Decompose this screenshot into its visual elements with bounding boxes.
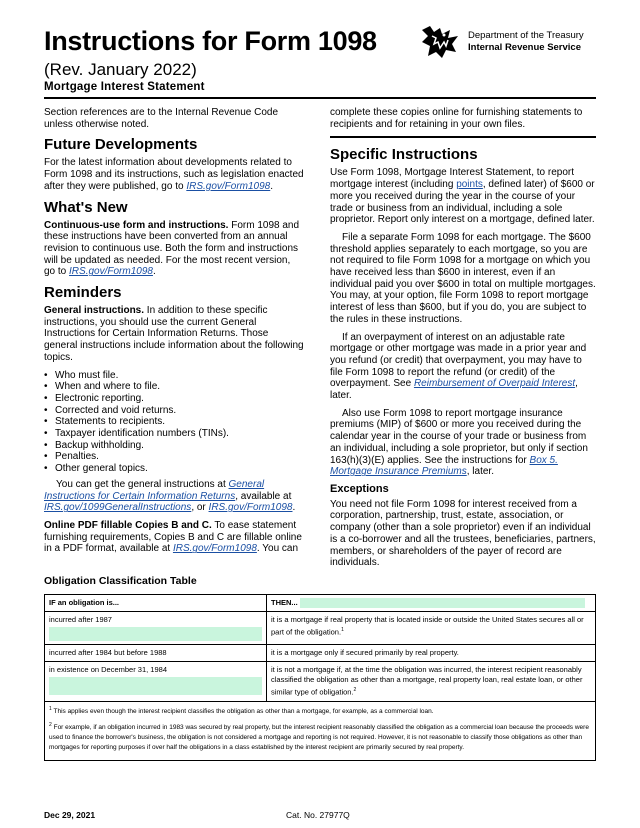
list-item: • Who must file. <box>44 370 304 382</box>
pdf-fillable-text: Online PDF fillable Copies B and C. To ease statement furnishing requirements, Copies B and C are fillable online in a PDF format, available at IRS.gov/Form1098. You can <box>44 519 302 555</box>
irs-eagle-logo-icon <box>420 24 462 60</box>
topics-list <box>44 370 304 475</box>
pdf-form-link[interactable]: IRS.gov/Form1098 <box>172 543 257 555</box>
document-title: Instructions for Form 1098 <box>44 26 377 56</box>
future-developments-text: For the latest information about developments related to Form 1098 and its instructions, such as legislation enacted after they were published, go to IRS.gov/Form1098. <box>44 157 304 192</box>
row-then-cell: it is a mortgage only if secured primarily by real property. <box>271 648 459 658</box>
points-link[interactable]: points <box>456 179 483 191</box>
continued-text: complete these copies online for furnishing statements to recipients and for retaining in your own files. <box>330 107 583 130</box>
table-header-row <box>45 595 595 612</box>
row-if-cell: incurred after 1987 <box>45 612 267 644</box>
agency-block <box>420 24 584 60</box>
future-link[interactable]: IRS.gov/Form1098 <box>186 180 271 192</box>
list-item: • Backup withholding. <box>44 440 304 452</box>
form-field-highlight[interactable] <box>49 677 262 695</box>
whats-new-heading: What's New <box>44 198 128 216</box>
exceptions-text: You need not file Form 1098 for interest received from a corporation, partnership, trust, estate, association, or company (other than a sole proprietor) even if an individual is a co-borrower and all the trustees, beneficiaries, partners, members, or shareholders of the payer of record are individuals. <box>330 498 596 569</box>
list-item: • Corrected and void returns. <box>44 405 304 417</box>
list-item: • Statements to recipients. <box>44 416 304 428</box>
general-instructions-url-link[interactable]: IRS.gov/1099GeneralInstructions <box>44 502 192 514</box>
table-row <box>45 612 595 645</box>
general-instructions-text: General instructions. In addition to these specific instructions, you should use the current General Instructions for Certain Information Returns. Those general instructions include information about the following topics. <box>44 305 304 363</box>
footer-catalog-number: Cat. No. 27977Q <box>286 810 350 820</box>
row-if-cell: incurred after 1984 but before 1988 <box>45 645 267 661</box>
box5-link[interactable]: Box 5. Mortgage Insurance Premiums <box>330 454 558 478</box>
header-then-cell: THEN... <box>267 595 595 611</box>
whats-new-text: Continuous-use form and instructions. Form 1098 and these instructions have been converted from an annual revision to continuous use. Both the form and instructions will be updated as needed. For the most recent version, go to IRS.gov/Form1098. <box>44 219 300 278</box>
header-rule <box>44 97 596 99</box>
list-item: • Other general topics. <box>44 463 304 475</box>
form-field-highlight[interactable] <box>49 627 262 641</box>
whats-new-link[interactable]: IRS.gov/Form1098 <box>69 266 153 278</box>
row-then-cell: it is a mortgage if real property that is located inside or outside the United States secures all or part of the obligation.$^1$ <box>271 615 584 637</box>
list-item: • Taxpayer identification numbers (TINs). <box>44 428 304 440</box>
list-item: • Penalties. <box>44 451 304 463</box>
reminders-heading: Reminders <box>44 284 122 302</box>
form1098-link[interactable]: IRS.gov/Form1098 <box>208 502 293 514</box>
table-footnotes <box>45 702 595 760</box>
header-if-cell: IF an obligation is... <box>45 595 267 611</box>
specific-instructions-heading: Specific Instructions <box>330 146 478 164</box>
agency-irs: Internal Revenue Service <box>468 42 581 53</box>
row-if-cell: in existence on December 31, 1984 <box>45 662 267 701</box>
revision-date: (Rev. January 2022) <box>44 60 197 79</box>
table-title: Obligation Classification Table <box>44 575 197 587</box>
list-item: • Electronic reporting. <box>44 393 304 405</box>
right-column <box>330 107 596 575</box>
footnote-1: $^1$ This applies even though the interest recipient classifies the obligation as other than a mortgage, for example, as a commercial loan. <box>49 705 434 715</box>
specific-paragraph-2: File a separate Form 1098 for each mortgage. The $600 threshold applies separately to each mortgage, so you are not required to file Form 1098 for a mortgage on which you have received less than $600 in interest, even if an individual paid you over $600 in total on multiple mortgages. You may, at your option, file Form 1098 to report mortgage interest of less than $600, but if you do, you are subject to the rules in these instructions. <box>330 231 596 325</box>
document-subtitle: Mortgage Interest Statement <box>44 81 205 93</box>
agency-department: Department of the Treasury <box>468 30 584 41</box>
footnote-2: $^2$ For example, if an obligation incurred in 1983 was secured by real property, but the interest recipient reasonably classified the obligation as a commercial loan because the proceeds were used to finance the borrower's business, the obligation is not considered a mortgage and reporting is not required. However, it is not reasonable to classify those obligations as other than mortgages for reporting purposes if over half the obligations in a class established by the interest recipient are primarily secured by real property. <box>49 721 589 751</box>
left-column <box>44 107 304 561</box>
form-field-highlight[interactable] <box>300 598 585 608</box>
table-row <box>45 645 595 662</box>
general-instructions-links: You can get the general instructions at General Instructions for Certain Information Returns, available at IRS.gov/1099GeneralInstructions, or IRS.gov/Form1098. <box>44 478 296 514</box>
specific-paragraph-3: If an overpayment of interest on an adjustable rate mortgage or other mortgage was made in a prior year and you refund (or credit) that overpayment, you may have to file Form 1098 to report the refund (or credit) of the overpayment. See Reimbursement of Overpaid Interest, later. <box>330 331 587 402</box>
specific-paragraph-1: Use Form 1098, Mortgage Interest Statement, to report mortgage interest (including points, defined later) of $600 or more you received during the year in the course of your trade or business from an individual, including a sole proprietor. Report only interest on a mortgage, defined later. <box>330 167 595 226</box>
general-instructions-link[interactable]: General Instructions for Certain Information Returns <box>44 478 265 502</box>
intro-text: Section references are to the Internal Revenue Code unless otherwise noted. <box>44 107 279 130</box>
specific-paragraph-4: Also use Form 1098 to report mortgage insurance premiums (MIP) of $600 or more you received during the calendar year in the course of your trade or business from an individual, including a sole proprietor, but only if section 163(h)(3)(E) applies. See the instructions for Box 5. Mortgage Insurance Premiums, later. <box>330 407 588 478</box>
exceptions-heading: Exceptions <box>330 482 389 495</box>
footer-date: Dec 29, 2021 <box>44 810 96 820</box>
reimbursement-link[interactable]: Reimbursement of Overpaid Interest <box>413 378 576 390</box>
section-rule <box>330 136 596 138</box>
future-developments-heading: Future Developments <box>44 136 198 154</box>
row-then-cell: it is not a mortgage if, at the time the obligation was incurred, the interest recipient reasonably classified the obligation as other than a mortgage, real property loan, real estate loan, or other similar type of obligation.$^2$ <box>271 665 583 697</box>
table-row <box>45 662 595 702</box>
obligation-table <box>44 594 596 761</box>
list-item: • When and where to file. <box>44 381 304 393</box>
